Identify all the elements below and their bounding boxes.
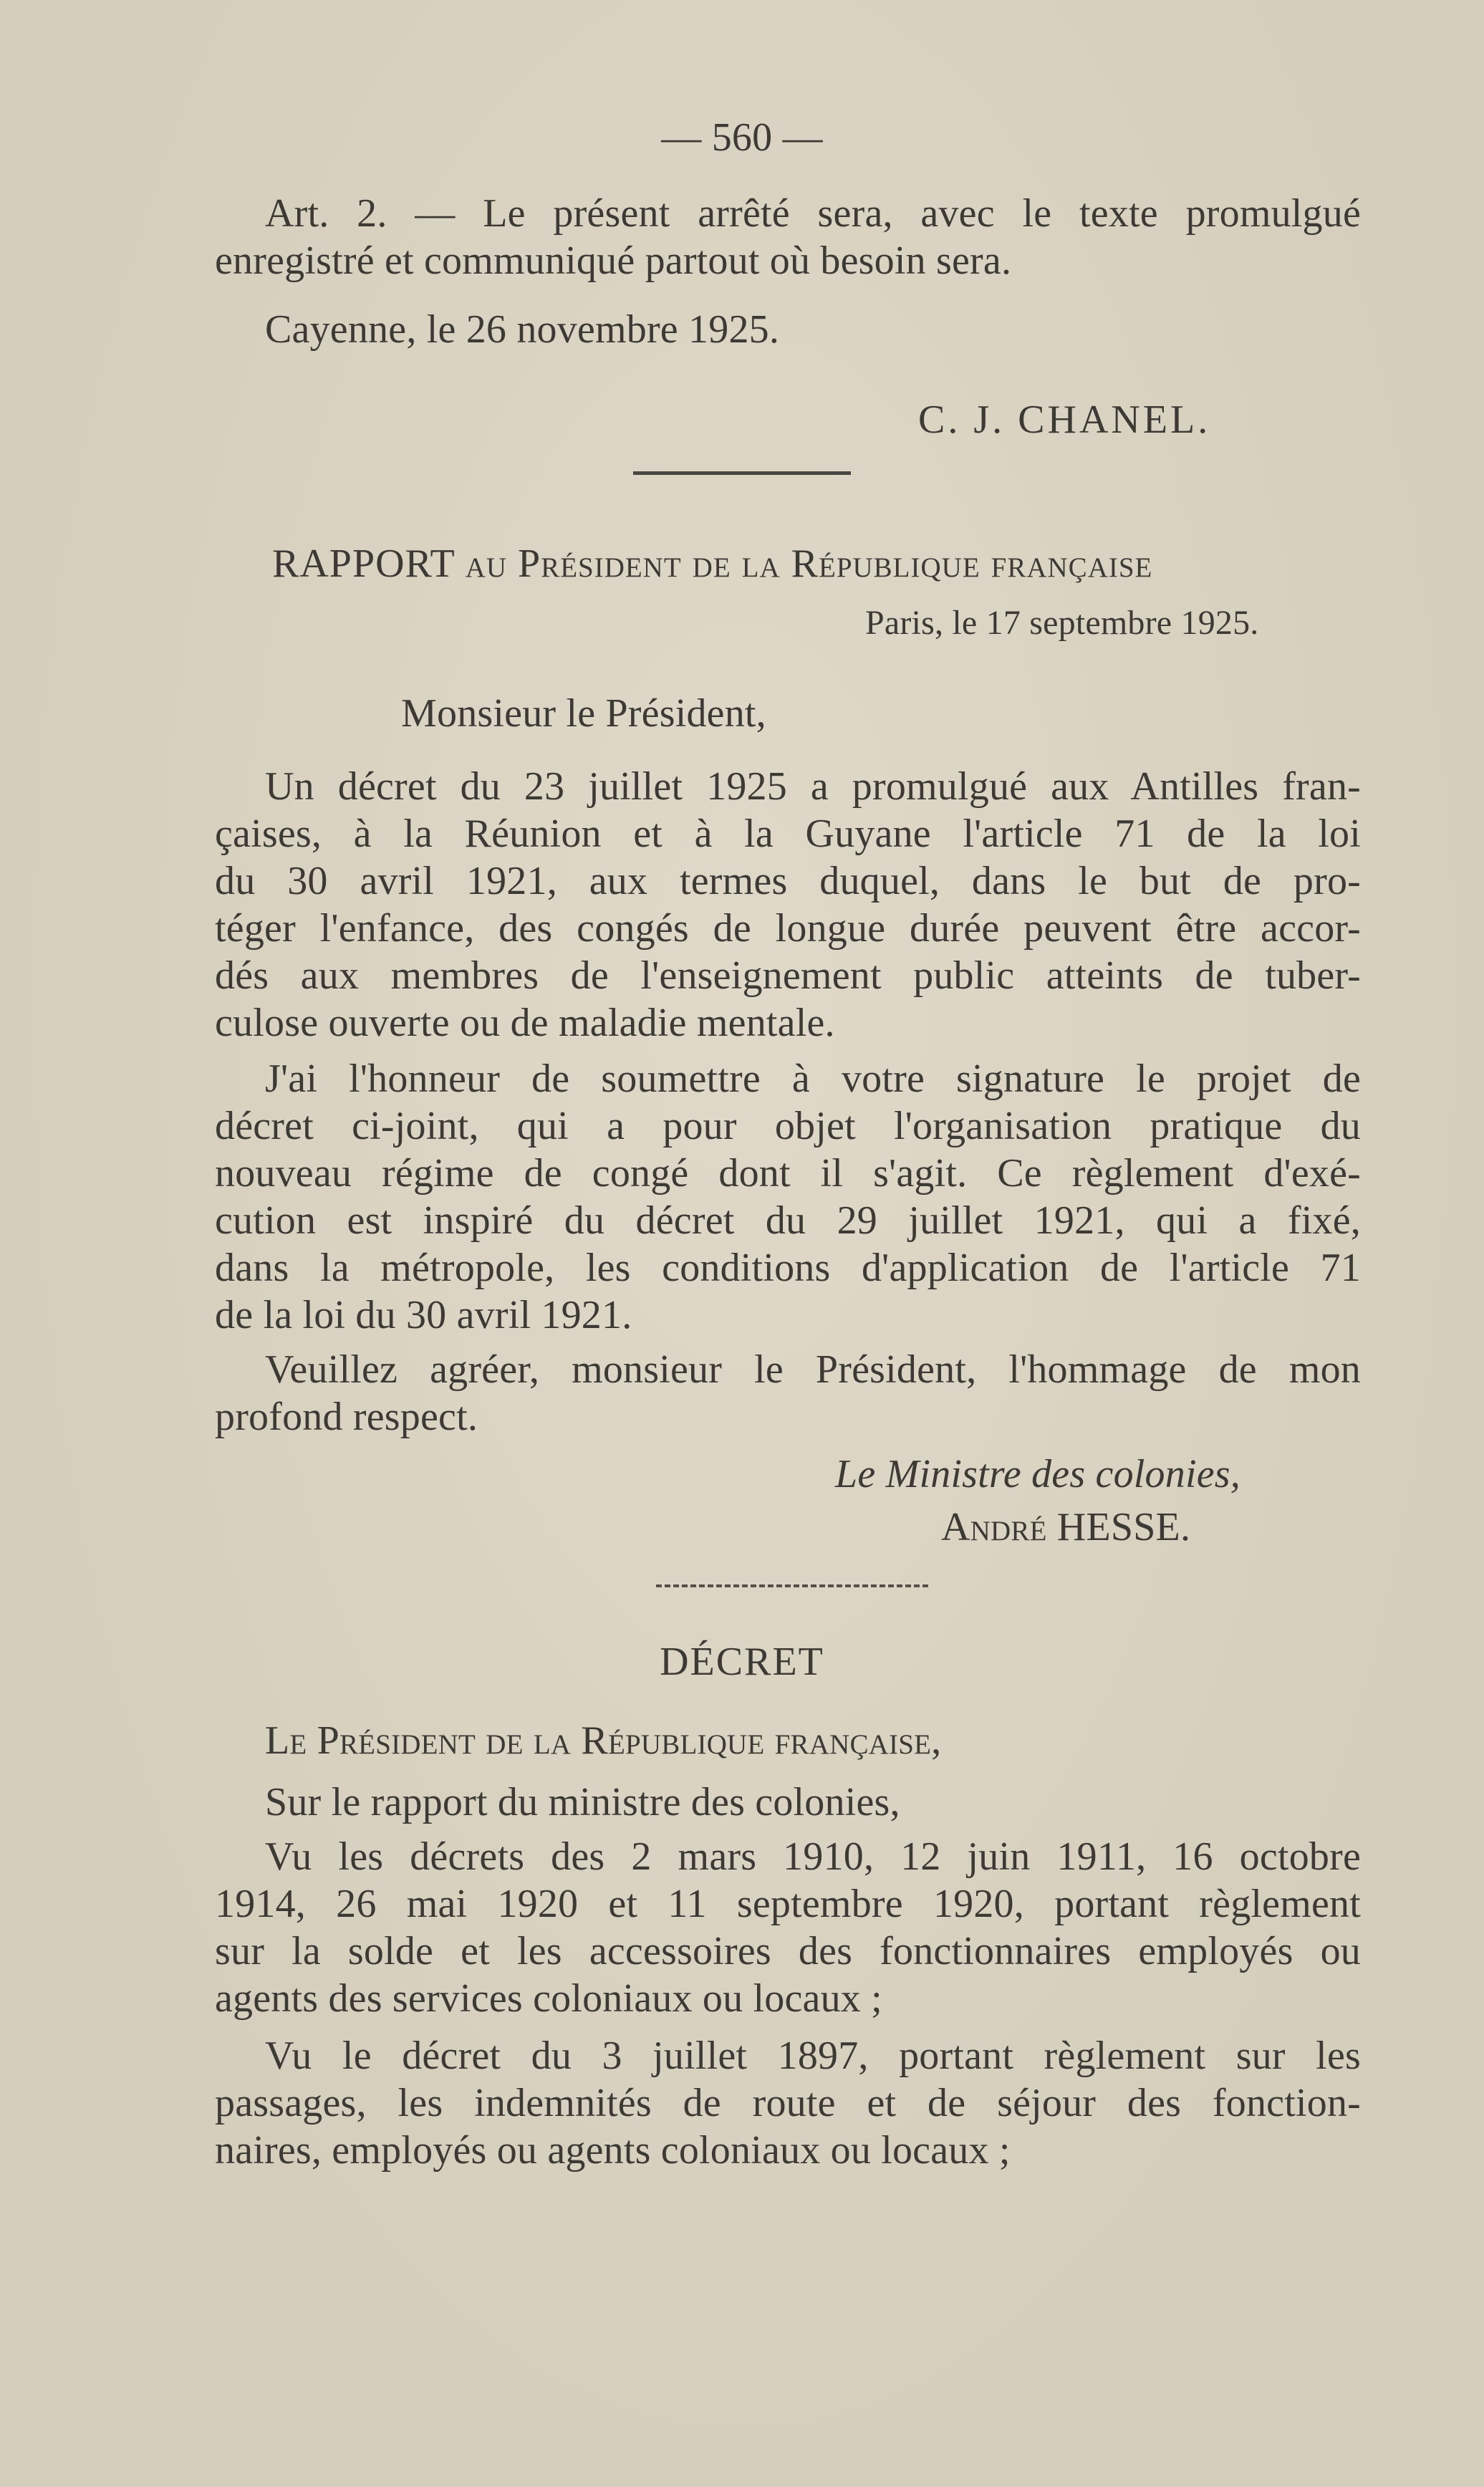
page-number: — 560 —	[661, 115, 823, 160]
rapport-para1-line: du 30 avril 1921, aux termes duquel, dans le but de pro-	[215, 859, 1361, 903]
signer-title: Le Ministre des colonies,	[835, 1452, 1240, 1496]
rapport-para1-line: Un décret du 23 juillet 1925 a promulgué aux Antilles fran-	[265, 764, 1361, 809]
rapport-para2-line: de la loi du 30 avril 1921.	[215, 1293, 632, 1337]
rapport-para1-line: dés aux membres de l'enseignement public atteints de tuber-	[215, 953, 1361, 998]
decret-vu1-line: agents des services coloniaux ou locaux ;	[215, 1976, 882, 2021]
rapport-para2-line: nouveau régime de congé dont il s'agit. Ce règlement d'exé-	[215, 1151, 1361, 1196]
decret-vu1-line: Vu les décrets des 2 mars 1910, 12 juin 1911, 16 octobre	[265, 1834, 1361, 1879]
rapport-para2-line: décret ci-joint, qui a pour objet l'organisation pratique du	[215, 1104, 1361, 1148]
rapport-heading	[272, 541, 1152, 587]
rapport-heading-text: RAPPORT au Président de la République française	[272, 542, 1153, 586]
decret-vu2-line: passages, les indemnités de route et de séjour des fonction-	[215, 2081, 1361, 2125]
article-2-line-1: Art. 2. — Le présent arrêté sera, avec le texte promulgué	[265, 191, 1361, 236]
rapport-para3-line: Veuillez agréer, monsieur le Président, l'hommage de mon	[265, 1347, 1361, 1392]
rapport-date: Paris, le 17 septembre 1925.	[865, 604, 1259, 642]
article-2-line-2: enregistré et communiqué partout où besoin sera.	[215, 239, 1012, 283]
decret-opening-text: Le Président de la République française,	[265, 1718, 942, 1763]
section-divider	[633, 471, 851, 475]
decret-vu2-line: Vu le décret du 3 juillet 1897, portant règlement sur les	[265, 2034, 1361, 2078]
signature-chanel: C. J. CHANEL.	[918, 398, 1211, 442]
decret-sur-rapport: Sur le rapport du ministre des colonies,	[265, 1780, 900, 1824]
rapport-para1-line: çaises, à la Réunion et à la Guyane l'article 71 de la loi	[215, 812, 1361, 856]
rapport-para1-line: culose ouverte ou de maladie mentale.	[215, 1001, 835, 1045]
signer-name-text: André HESSE.	[941, 1505, 1191, 1549]
decret-opening	[265, 1718, 941, 1764]
decret-vu1-line: 1914, 26 mai 1920 et 11 septembre 1920, portant règlement	[215, 1882, 1361, 1926]
rapport-para2-line: dans la métropole, les conditions d'application de l'article 71	[215, 1246, 1361, 1290]
decret-vu2-line: naires, employés ou agents coloniaux ou locaux ;	[215, 2128, 1011, 2173]
rapport-para1-line: téger l'enfance, des congés de longue durée peuvent être accor-	[215, 906, 1361, 951]
section-divider-dashed	[656, 1584, 928, 1587]
rapport-para3-line: profond respect.	[215, 1395, 478, 1439]
decret-vu1-line: sur la solde et les accessoires des fonctionnaires employés ou	[215, 1929, 1361, 1973]
signer-name	[941, 1504, 1190, 1550]
place-date: Cayenne, le 26 novembre 1925.	[265, 307, 780, 352]
salutation: Monsieur le Président,	[401, 691, 766, 736]
decret-heading: DÉCRET	[660, 1640, 824, 1684]
rapport-para2-line: cution est inspiré du décret du 29 juillet 1921, qui a fixé,	[215, 1198, 1361, 1243]
rapport-para2-line: J'ai l'honneur de soumettre à votre signature le projet de	[265, 1057, 1361, 1101]
